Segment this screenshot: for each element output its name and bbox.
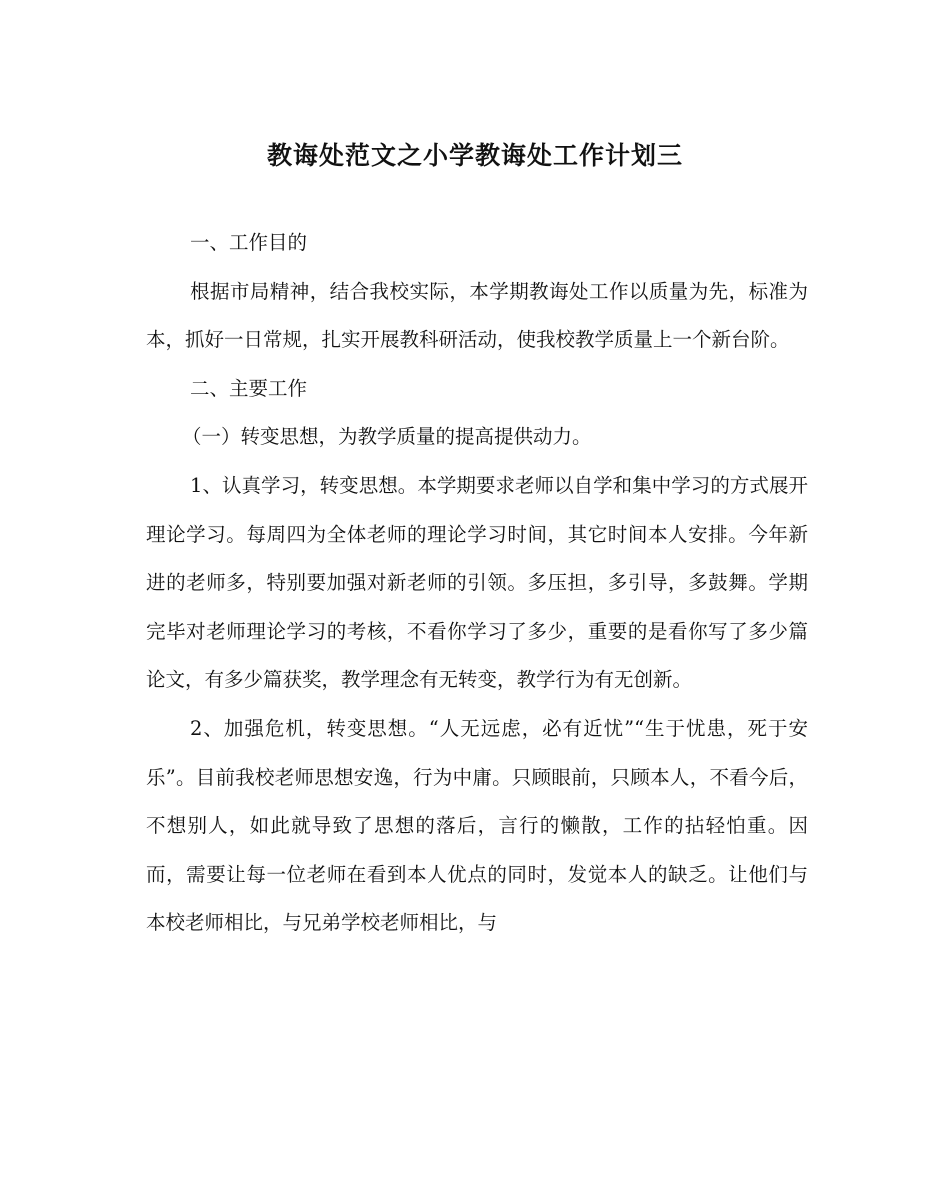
document-title: 教诲处范文之小学教诲处工作计划三: [266, 141, 683, 170]
section-heading-2: 二、主要工作: [190, 376, 308, 400]
paragraph-item-1: 1、认真学习，转变思想。本学期要求老师以自学和集中学习的方式展开理论学习。每周四为全体老师的理论学习时间，其它时间本人安排。今年新进的老师多，特别要加强对新老师的引领。多压担，多引导，多鼓舞。学期完毕对老师理论学习的考核，不看你学习了多少，重要的是看你写了多少篇论文，有多少篇获奖，教学理念有无转变，教学行为有无创新。: [146, 473, 808, 692]
section-heading-1: 一、工作目的: [190, 231, 308, 254]
paragraph-goal: 根据市局精神，结合我校实际，本学期教诲处工作以质量为先，标准为本，抓好一日常规，扎实开展教科研活动，使我校教学质量上一个新台阶。: [146, 279, 808, 352]
subsection-heading-1: （一）转变思想，为教学质量的提高提供动力。: [182, 425, 592, 449]
document-body: [146, 219, 808, 948]
paragraph-item-2: 2、加强危机，转变思想。“人无远虑，必有近忧”“生于忧患，死于安乐”。目前我校老师思想安逸，行为中庸。只顾眼前，只顾本人，不看今后，不想别人，如此就导致了思想的落后，言行的懒散，工作的拈轻怕重。因而，需要让每一位老师在看到本人优点的同时，发觉本人的缺乏。让他们与本校老师相比，与兄弟学校老师相比，与: [146, 716, 808, 935]
